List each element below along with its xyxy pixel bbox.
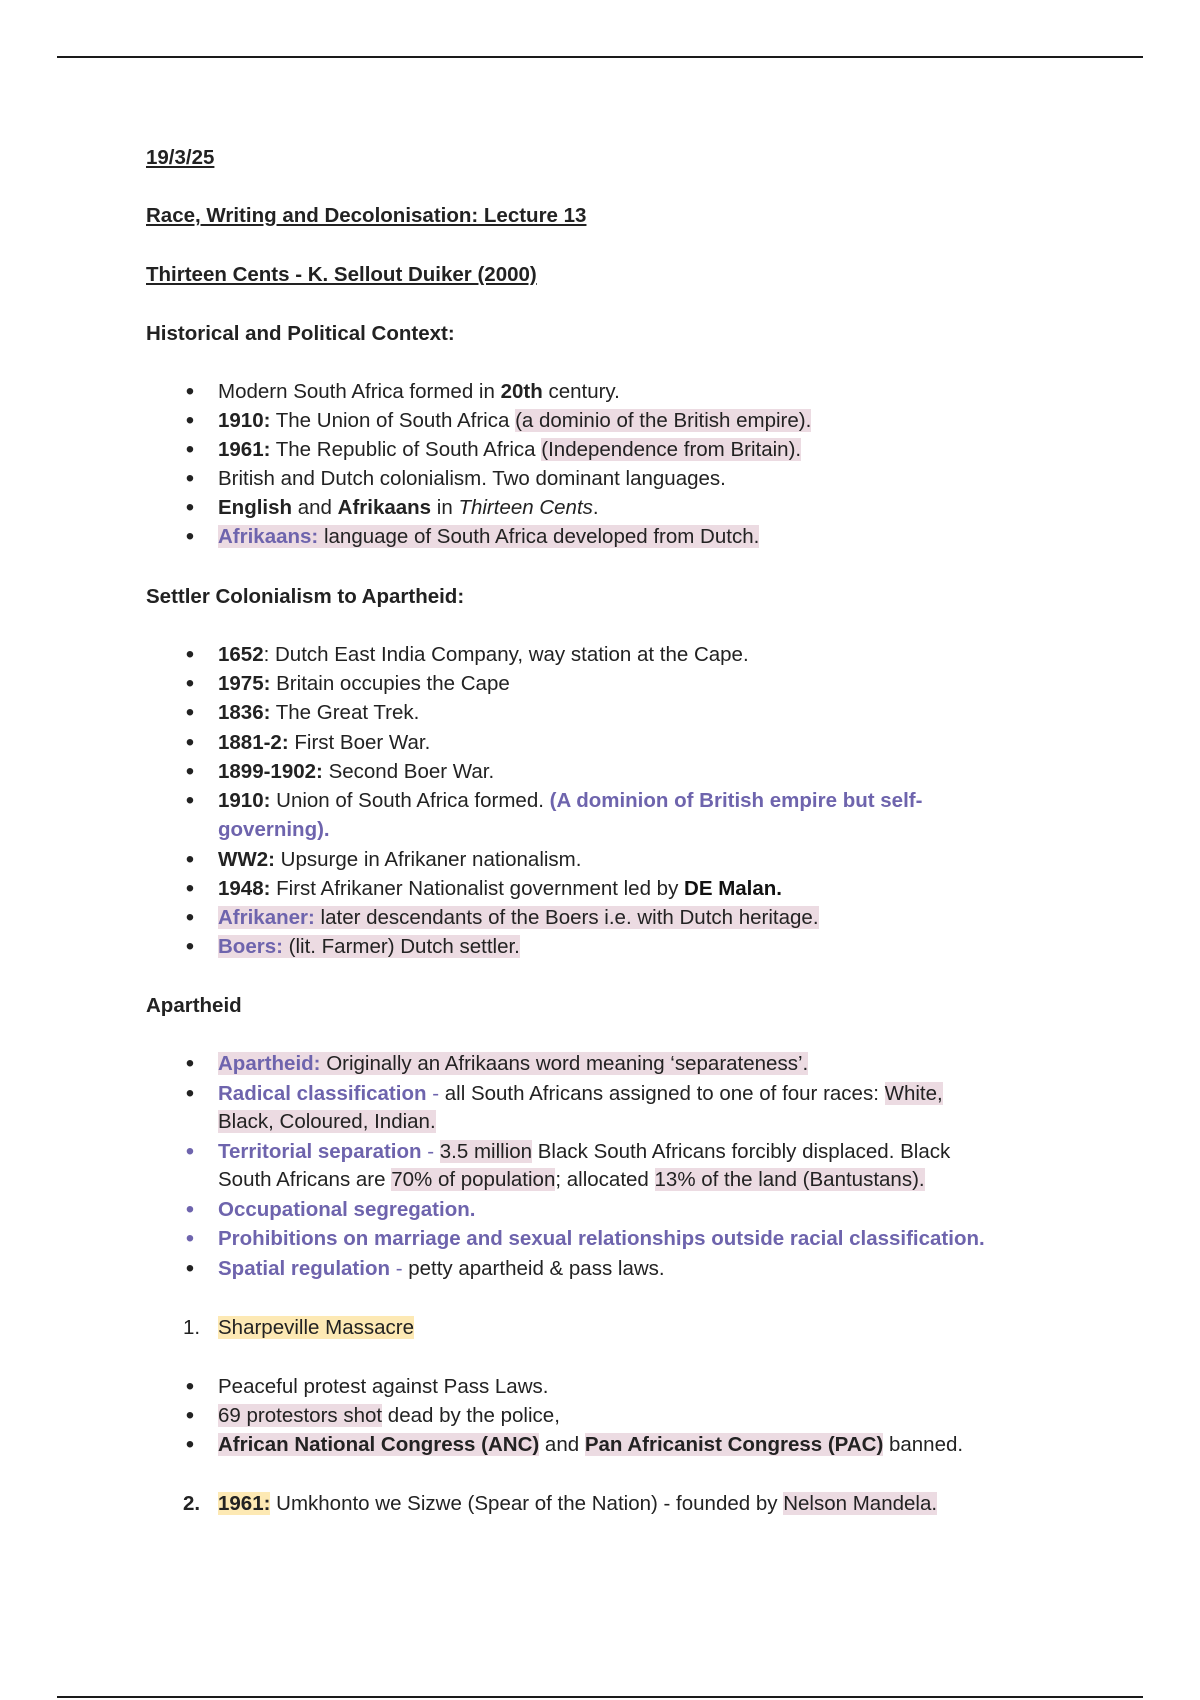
- bullet-icon: •: [185, 1402, 195, 1429]
- section-heading-settler: Settler Colonialism to Apartheid:: [146, 585, 465, 608]
- bullet-icon: •: [185, 904, 195, 931]
- bullet-icon: •: [185, 1431, 195, 1458]
- list-number: 1.: [183, 1316, 201, 1339]
- bullet-icon: •: [185, 699, 195, 726]
- bullet-icon: •: [185, 465, 195, 492]
- bullet-icon: •: [185, 436, 195, 463]
- bullet-icon: •: [185, 378, 195, 405]
- bullet-icon: •: [185, 846, 195, 873]
- bullet-icon: •: [185, 729, 195, 756]
- bullet-icon: •: [185, 1225, 195, 1252]
- bullet-icon: •: [185, 407, 195, 434]
- date: 19/3/25: [146, 146, 215, 169]
- list-number: 2.: [183, 1492, 201, 1515]
- bullet-icon: •: [185, 875, 195, 902]
- bullet-icon: •: [185, 1255, 195, 1282]
- bullet-icon: •: [185, 933, 195, 960]
- bullet-icon: •: [185, 494, 195, 521]
- bullet-icon: •: [185, 1138, 195, 1165]
- bullet-icon: •: [185, 1196, 195, 1223]
- bottom-rule: [57, 1696, 1143, 1698]
- bullet-icon: •: [185, 670, 195, 697]
- bullet-icon: •: [185, 1080, 195, 1107]
- section-heading-apartheid: Apartheid: [146, 994, 242, 1017]
- section-heading-historical: Historical and Political Context:: [146, 322, 455, 345]
- bullet-icon: •: [185, 758, 195, 785]
- bullet-icon: •: [185, 1373, 195, 1400]
- text-title: Thirteen Cents - K. Sellout Duiker (2000): [146, 263, 537, 286]
- bullet-icon: •: [185, 1050, 195, 1077]
- bullet-icon: •: [185, 523, 195, 550]
- top-rule: [57, 56, 1143, 58]
- bullet-icon: •: [185, 787, 195, 814]
- course-title: Race, Writing and Decolonisation: Lecture 13: [146, 204, 587, 227]
- bullet-icon: •: [185, 641, 195, 668]
